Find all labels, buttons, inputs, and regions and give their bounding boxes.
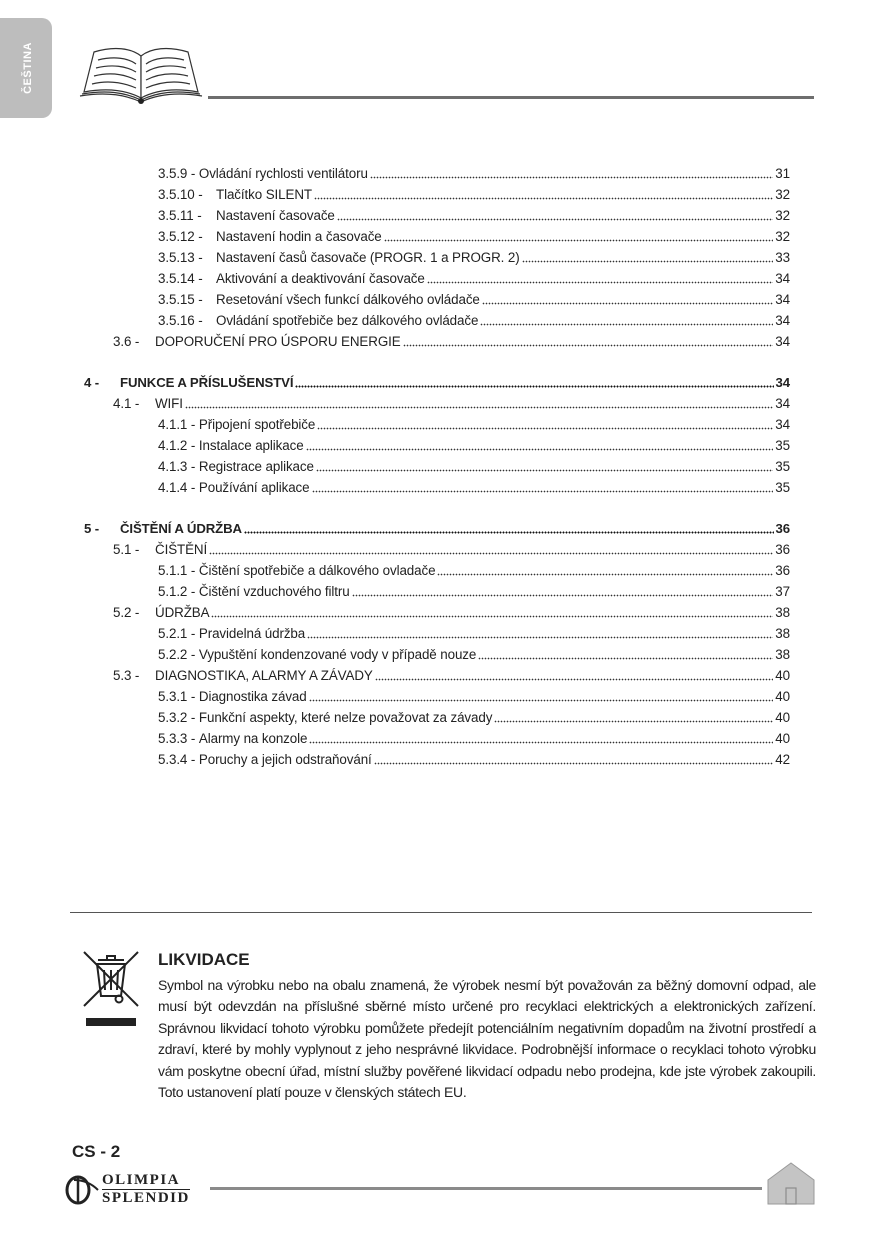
toc-row[interactable]	[158, 312, 790, 330]
toc-chapter-row[interactable]	[84, 374, 790, 392]
toc-row[interactable]	[158, 291, 790, 309]
toc-number: 3.5.9 -	[158, 166, 196, 181]
toc-number: 3.5.11 -	[158, 208, 202, 223]
toc-page: 38	[775, 605, 790, 620]
toc-leader	[375, 678, 774, 681]
toc-row[interactable]	[113, 667, 790, 685]
toc-title: ÚDRŽBA	[155, 605, 210, 620]
toc-number: 3.6 -	[113, 334, 140, 349]
toc-page: 34	[775, 313, 790, 328]
toc-title: Funkční aspekty, které nelze považovat za závady	[198, 710, 493, 725]
toc-number: 3.5.12 -	[158, 229, 203, 244]
toc-leader	[482, 302, 774, 305]
disposal-text: Symbol na výrobku nebo na obalu znamená, že výrobek nesmí být považován za běžný domovní odpad, ale musí být odevzdán na příslušné sběrné místo určené pro recyklaci elektrických a elektronických zařízení. Správnou likvidací tohoto výrobku pomůžete předejít potenciálním negativním dopadům na životní prostředí a zdraví, které by mohly vyplynout z jeho nesprávné likvidace. Podrobnější informace o recyklaci tohoto výrobku vám poskytne obecní úřad, místní služby pověřené likvidací odpadu nebo prodejna, kde jste výrobek zakoupili. Toto ustanovení platí pouze v členských státech EU.	[158, 977, 816, 1101]
toc-title: Diagnostika závad	[198, 689, 307, 704]
toc-page: 31	[775, 166, 790, 181]
toc-page: 42	[775, 752, 790, 767]
toc-page: 36	[775, 542, 790, 557]
toc-number: 5.3.1 -	[158, 689, 196, 704]
toc-row[interactable]	[158, 646, 790, 664]
toc-number: 4.1.3 -	[158, 459, 196, 474]
toc-number: 5.1.1 -	[158, 563, 196, 578]
toc-leader	[209, 552, 773, 555]
toc-row[interactable]	[158, 709, 790, 727]
toc-title: Resetování všech funkcí dálkového ovládače	[216, 292, 480, 307]
toc-number: 5.3.4 -	[158, 752, 196, 767]
crossed-bin-icon	[80, 944, 142, 1028]
toc-row[interactable]	[158, 583, 790, 601]
toc-row[interactable]	[158, 562, 790, 580]
toc-leader	[244, 531, 774, 534]
footer-bar	[210, 1187, 762, 1190]
toc-row[interactable]	[158, 730, 790, 748]
toc-leader	[316, 469, 773, 472]
toc-row[interactable]	[158, 688, 790, 706]
toc-page: 40	[775, 668, 790, 683]
toc-page: 32	[775, 208, 790, 223]
toc-row[interactable]	[158, 270, 790, 288]
toc-title: Instalace aplikace	[198, 438, 304, 453]
toc-page: 40	[775, 689, 790, 704]
toc-page: 35	[775, 480, 790, 495]
toc-leader	[314, 197, 773, 200]
page-number: CS - 2	[72, 1142, 121, 1161]
toc-row[interactable]	[158, 625, 790, 643]
toc-leader	[317, 427, 773, 430]
toc-page: 34	[775, 396, 790, 411]
toc-title: Ovládání spotřebiče bez dálkového ovládače	[216, 313, 479, 328]
toc-row[interactable]	[158, 416, 790, 434]
toc-leader	[370, 176, 773, 179]
toc-leader	[478, 657, 773, 660]
toc-page: 32	[775, 229, 790, 244]
toc-title: Čištění spotřebiče a dálkového ovladače	[198, 563, 436, 578]
toc-page: 33	[775, 250, 790, 265]
toc-leader	[295, 385, 773, 388]
toc-title: Tlačítko SILENT	[216, 187, 312, 202]
toc-number: 4.1.2 -	[158, 438, 196, 453]
toc-number: 3.5.13 -	[158, 250, 203, 265]
toc-title: ČIŠTĚNÍ A ÚDRŽBA	[120, 521, 242, 536]
toc-title: WIFI	[155, 396, 183, 411]
toc-page: 34	[775, 334, 790, 349]
toc-row[interactable]	[158, 207, 790, 225]
home-icon[interactable]	[766, 1160, 816, 1206]
toc-number: 5.2.1 -	[158, 626, 196, 641]
toc-title: ČIŠTĚNÍ	[155, 542, 208, 557]
brand-mark-icon	[64, 1174, 100, 1206]
toc-number: 5.2.2 -	[158, 647, 196, 662]
section-divider	[70, 912, 812, 913]
toc-leader	[437, 573, 773, 576]
brand-name-line1: OLIMPIA	[102, 1172, 180, 1188]
toc-title: Ovládání rychlosti ventilátoru	[198, 166, 368, 181]
toc-row[interactable]	[158, 458, 790, 476]
toc-leader	[480, 323, 773, 326]
toc-title: Aktivování a deaktivování časovače	[216, 271, 425, 286]
toc-page: 35	[775, 438, 790, 453]
toc-row[interactable]	[158, 249, 790, 267]
toc-row[interactable]	[158, 751, 790, 769]
toc-number: 5 -	[84, 521, 100, 536]
toc-leader	[427, 281, 774, 284]
toc-page: 36	[775, 563, 790, 578]
toc-number: 4.1.4 -	[158, 480, 196, 495]
toc-number: 3.5.14 -	[158, 271, 203, 286]
toc-row[interactable]	[158, 479, 790, 497]
toc-leader	[384, 239, 774, 242]
toc-chapter-row[interactable]	[84, 520, 790, 538]
toc-page: 38	[775, 626, 790, 641]
toc-row[interactable]	[158, 437, 790, 455]
language-tab-label: ČEŠTINA	[22, 42, 34, 94]
brand-logo	[64, 1172, 204, 1208]
toc-leader	[403, 344, 774, 347]
toc-title: Připojení spotřebiče	[198, 417, 316, 432]
toc-page: 35	[775, 459, 790, 474]
toc-title: Poruchy a jejich odstraňování	[198, 752, 372, 767]
toc-leader	[306, 448, 774, 451]
toc-leader	[185, 406, 773, 409]
toc-leader	[309, 699, 774, 702]
toc-leader	[374, 762, 774, 765]
toc-number: 5.2 -	[113, 605, 140, 620]
toc-leader	[337, 218, 774, 221]
toc-leader	[352, 594, 774, 597]
toc-row[interactable]	[113, 395, 790, 413]
toc-title: Nastavení hodin a časovače	[216, 229, 382, 244]
toc-number: 3.5.16 -	[158, 313, 203, 328]
toc-number: 5.3 -	[113, 668, 140, 683]
toc-row[interactable]	[158, 228, 790, 246]
toc-number: 5.3.3 -	[158, 731, 196, 746]
toc-title: Používání aplikace	[198, 480, 310, 495]
toc-title: Nastavení časovače	[216, 208, 335, 223]
toc-page: 36	[775, 521, 790, 536]
brand-name-line2: SPLENDID	[102, 1190, 190, 1206]
toc-title: Čištění vzduchového filtru	[198, 584, 350, 599]
toc-number: 4.1 -	[113, 396, 140, 411]
toc-title: Vypuštění kondenzované vody v případě nouze	[198, 647, 477, 662]
toc-page: 34	[775, 271, 790, 286]
toc-title: Pravidelná údržba	[198, 626, 306, 641]
toc-row[interactable]	[158, 165, 790, 183]
toc-page: 37	[775, 584, 790, 599]
toc-leader	[309, 741, 773, 744]
toc-title: Nastavení časů časovače (PROGR. 1 a PROGR. 2)	[216, 250, 520, 265]
toc-number: 4.1.1 -	[158, 417, 196, 432]
disposal-heading: LIKVIDACE	[158, 950, 250, 969]
toc-leader	[312, 490, 774, 493]
toc-number: 3.5.10 -	[158, 187, 203, 202]
toc-number: 5.1 -	[113, 542, 140, 557]
toc-title: DOPORUČENÍ PRO ÚSPORU ENERGIE	[155, 334, 401, 349]
toc-title: Alarmy na konzole	[198, 731, 308, 746]
toc-number: 3.5.15 -	[158, 292, 203, 307]
toc-row[interactable]	[113, 604, 790, 622]
toc-number: 4 -	[84, 375, 100, 390]
toc-row[interactable]	[113, 333, 790, 351]
toc-page: 38	[775, 647, 790, 662]
toc-leader	[307, 636, 773, 639]
toc-title: FUNKCE A PŘÍSLUŠENSTVÍ	[120, 375, 294, 390]
toc-title: Registrace aplikace	[198, 459, 314, 474]
toc-page: 40	[775, 731, 790, 746]
toc-page: 34	[775, 375, 790, 390]
toc-page: 34	[775, 417, 790, 432]
toc-leader	[211, 615, 773, 618]
toc-page: 40	[775, 710, 790, 725]
toc-leader	[522, 260, 774, 263]
toc-leader	[494, 720, 773, 723]
toc-title: DIAGNOSTIKA, ALARMY A ZÁVADY	[155, 668, 373, 683]
toc-row[interactable]	[113, 541, 790, 559]
toc-number: 5.1.2 -	[158, 584, 196, 599]
toc-number: 5.3.2 -	[158, 710, 196, 725]
toc-page: 32	[775, 187, 790, 202]
toc-row[interactable]	[158, 186, 790, 204]
toc-page: 34	[775, 292, 790, 307]
